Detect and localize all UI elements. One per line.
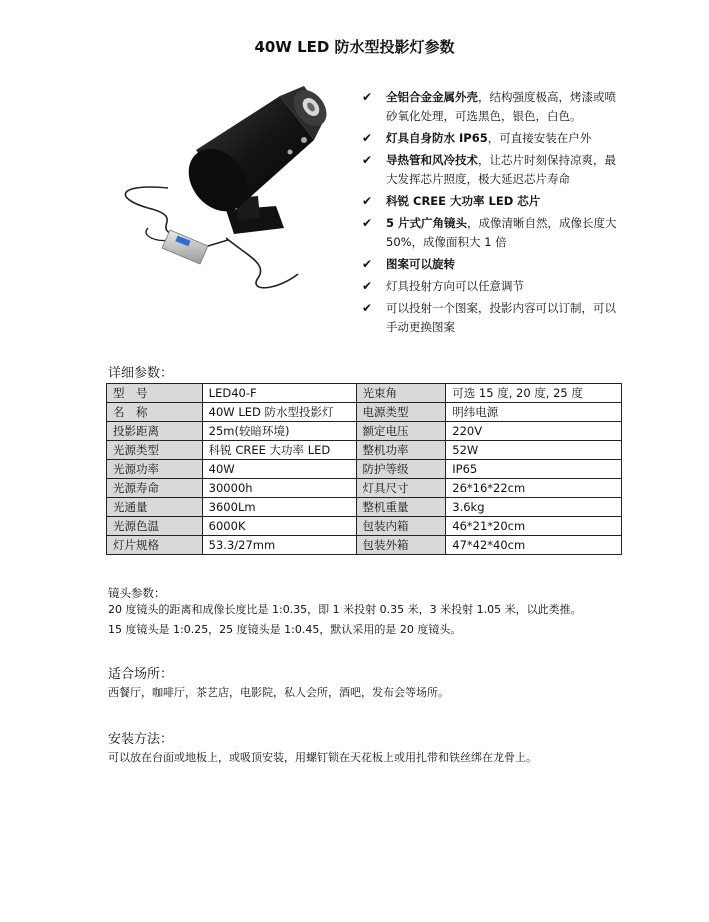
spec-value-cell: 220V [446,422,622,441]
spec-label-cell: 光通量 [107,498,203,517]
spec-value-cell: 52W [446,441,622,460]
spec-row [107,441,622,460]
spec-value-cell: 6000K [202,517,356,536]
page-title: 40W LED 防水型投影灯参数 [254,38,455,56]
feature-list [360,88,620,340]
feature-item: ✔ 灯具自身防水 IP65，可直接安装在户外 [360,129,620,148]
feature-item: ✔ 全铝合金金属外壳，结构强度极高，烤漆或喷砂氧化处理，可选黑色，银色，白色。 [362,90,616,123]
spec-label-cell: 光源功率 [107,460,203,479]
lens-line-1: 20 度镜头的距离和成像长度比是 1:0.35，即 1 米投射 0.35 米，3 米投射 1.05 米，以此类推。 [108,603,582,616]
spec-label-cell: 包装外箱 [356,536,446,555]
spec-value-cell: 40W [202,460,356,479]
spec-row [107,517,622,536]
spec-value-cell: 26*16*22cm [446,479,622,498]
spec-label-cell: 投影距离 [107,422,203,441]
product-photo [108,78,340,300]
spec-label-cell: 光源寿命 [107,479,203,498]
check-mark-icon: ✔ [362,301,373,315]
spec-value-cell: 可选 15 度, 20 度, 25 度 [446,384,622,403]
check-mark-icon: ✔ [362,90,373,104]
lens-heading: 镜头参数： [108,586,166,600]
spec-label-cell: 光源类型 [107,441,203,460]
feature-item: ✔ 导热管和风冷技术，让芯片时刻保持凉爽，最大发挥芯片照度，极大延迟芯片寿命 [362,153,616,186]
check-mark-icon: ✔ [362,279,373,293]
spec-value-cell: 3.6kg [446,498,622,517]
spec-row [107,536,622,555]
feature-item: ✔ 可以投射一个图案，投影内容可以订制，可以手动更换图案 [362,301,616,334]
spec-value-cell: 47*42*40cm [446,536,622,555]
spec-value-cell: 46*21*20cm [446,517,622,536]
spec-value-cell: 明纬电源 [446,403,622,422]
spec-row [107,422,622,441]
spec-value-cell: 科锐 CREE 大功率 LED [202,441,356,460]
install-text: 可以放在台面或地板上，或吸顶安装，用螺钉锁在天花板上或用扎带和铁丝绑在龙骨上。 [108,751,537,764]
check-mark-icon: ✔ [362,153,373,167]
spec-value-cell: IP65 [446,460,622,479]
spec-row [107,384,622,403]
details-heading: 详细参数： [108,366,174,381]
spec-label-cell: 整机功率 [356,441,446,460]
check-mark-icon: ✔ [362,257,373,271]
spec-label-cell: 型 号 [107,384,203,403]
spec-label-cell: 灯片规格 [107,536,203,555]
spec-row [107,403,622,422]
feature-item: ✔ 5 片式广角镜头，成像清晰自然，成像长度大 50%，成像面积大 1 倍 [362,216,617,249]
venues-text: 西餐厅，咖啡厅，茶艺店，电影院，私人会所，酒吧，发布会等场所。 [108,686,449,699]
spec-label-cell: 名 称 [107,403,203,422]
spec-value-cell: 25m(较暗环境) [202,422,356,441]
lens-line-2: 15 度镜头是 1:0.25，25 度镜头是 1:0.45，默认采用的是 20 度镜头。 [108,623,462,636]
spec-label-cell: 光源色温 [107,517,203,536]
install-heading: 安装方法： [108,732,174,747]
spec-label-cell: 光束角 [356,384,446,403]
spec-label-cell: 包装内箱 [356,517,446,536]
spec-row [107,460,622,479]
venues-heading: 适合场所： [108,667,174,682]
spec-label-cell: 防护等级 [356,460,446,479]
spec-table [106,383,622,555]
spec-label-cell: 额定电压 [356,422,446,441]
spec-row [107,498,622,517]
feature-item: ✔ 灯具投射方向可以任意调节 [360,277,620,296]
spec-value-cell: 40W LED 防水型投影灯 [202,403,356,422]
spec-label-cell: 电源类型 [356,403,446,422]
spec-value-cell: LED40-F [202,384,356,403]
spec-label-cell: 整机重量 [356,498,446,517]
feature-item: ✔ 科锐 CREE 大功率 LED 芯片 [360,192,620,211]
spec-row [107,479,622,498]
spec-value-cell: 30000h [202,479,356,498]
spec-value-cell: 53.3/27mm [202,536,356,555]
spec-label-cell: 灯具尺寸 [356,479,446,498]
feature-item: ✔ 图案可以旋转 [360,255,620,274]
check-mark-icon: ✔ [362,194,373,208]
check-mark-icon: ✔ [362,216,373,230]
spec-value-cell: 3600Lm [202,498,356,517]
check-mark-icon: ✔ [362,131,373,145]
